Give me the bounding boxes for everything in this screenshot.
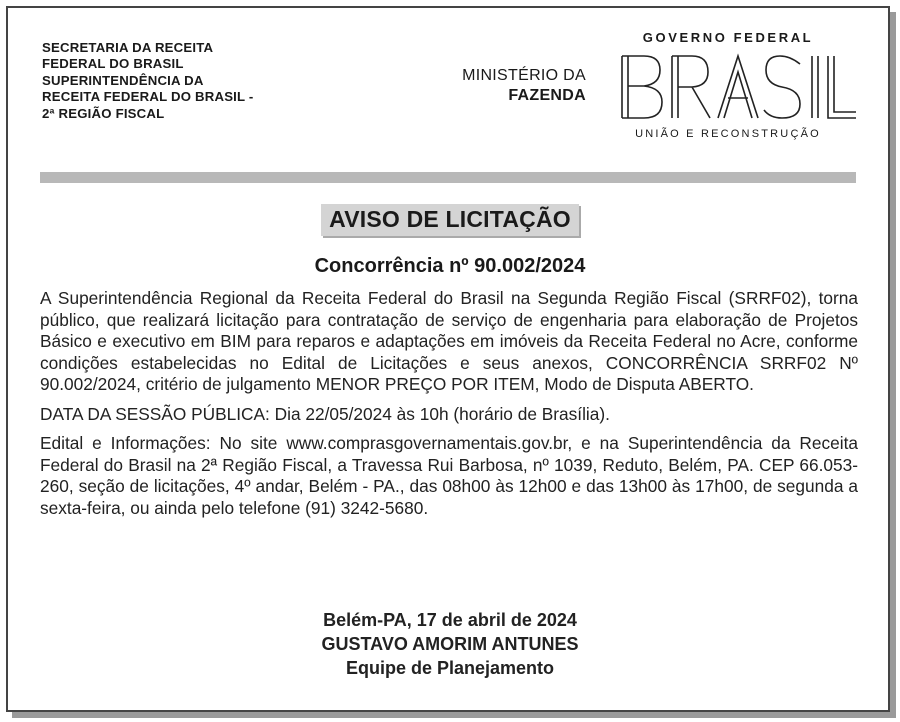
body-paragraph: DATA DA SESSÃO PÚBLICA: Dia 22/05/2024 às 10h (horário de Brasília). bbox=[40, 403, 610, 424]
body-paragraph: Edital e Informações: No site www.comprasgovernamentais.gov.br, e na Superintendência da Receita Federal do Brasil na 2ª Região Fiscal, a Travessa Rui Barbosa, nº 1039, Reduto, Belém, PA. CEP 66.053-260, seção de licitações, 4º andar, Belém - PA., das 08h00 às 12h00 e das 13h00 às 17h00, de segunda a sexta-feira, ou ainda pelo telefone (91) 3242-5680. bbox=[40, 433, 858, 518]
agency-line: FEDERAL DO BRASIL bbox=[42, 56, 184, 72]
agency-name bbox=[42, 40, 332, 122]
notice-subtitle: Concorrência nº 90.002/2024 bbox=[314, 255, 586, 277]
signer-role: Equipe de Planejamento bbox=[345, 658, 555, 678]
agency-line: SECRETARIA DA RECEITA bbox=[42, 40, 214, 55]
logo-top-text: GOVERNO FEDERAL bbox=[642, 30, 814, 45]
notice-title: AVISO DE LICITAÇÃO bbox=[321, 204, 579, 236]
header-divider bbox=[40, 172, 856, 183]
notice-body bbox=[40, 288, 858, 519]
ministry-line-1: MINISTÉRIO DA bbox=[462, 67, 586, 84]
body-paragraph: A Superintendência Regional da Receita Federal do Brasil na Segunda Região Fiscal (SRRF02), torna público, que realizará licitação para contratação de serviço de engenharia para elaboração de Projetos Básico e executivo em BIM para reparos e adaptações em imóveis da Receita Federal no Acre, conforme condições estabelecidas no Edital de Licitações e seus anexos, CONCORRÊNCIA SRRF02 Nº 90.002/2024, critério de julgamento MENOR PREÇO POR ITEM, Modo de Disputa ABERTO. bbox=[40, 288, 858, 394]
title-container bbox=[0, 204, 900, 236]
signer-name: GUSTAVO AMORIM ANTUNES bbox=[321, 634, 579, 654]
ministry-line-2: FAZENDA bbox=[508, 87, 586, 104]
agency-line: 2ª REGIÃO FISCAL bbox=[42, 105, 165, 121]
signoff-block bbox=[0, 608, 900, 680]
ministry-name bbox=[440, 66, 586, 106]
agency-line: RECEITA FEDERAL DO BRASIL - bbox=[42, 89, 254, 105]
place-date: Belém-PA, 17 de abril de 2024 bbox=[323, 610, 577, 630]
governo-federal-logo bbox=[612, 30, 858, 146]
logo-slogan: UNIÃO E RECONSTRUÇÃO bbox=[635, 128, 821, 140]
agency-line: SUPERINTENDÊNCIA DA bbox=[42, 72, 204, 88]
brasil-wordmark-icon bbox=[620, 52, 858, 122]
